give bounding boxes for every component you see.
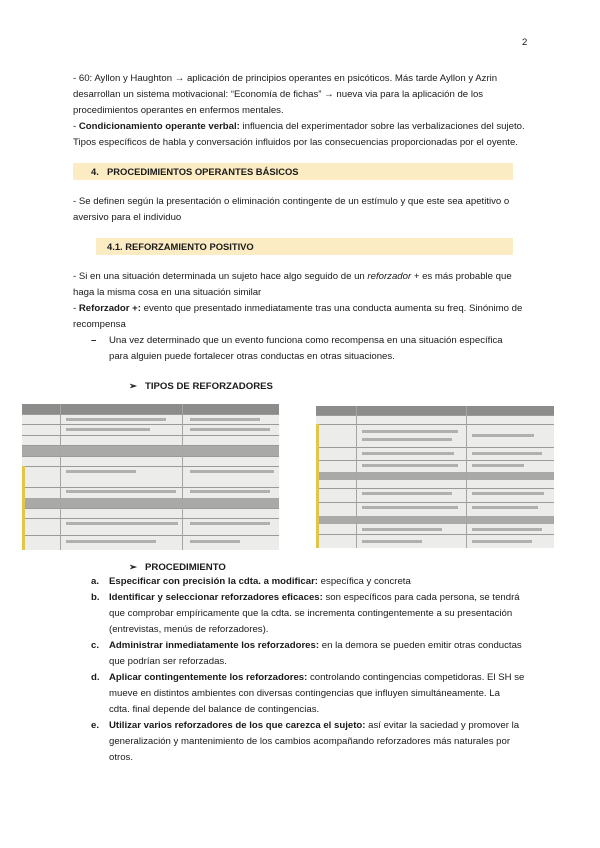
reinforcer-types-table-image-right [316, 406, 554, 548]
paragraph-line: procedimientos operantes en enfermos mentales. [73, 105, 284, 116]
step-line [109, 672, 524, 683]
step-term: Aplicar contingentemente los reforzadores: [109, 672, 308, 683]
step-term: Especificar con precisión la cdta. a modificar: [109, 576, 319, 587]
step-line: mueve en distintos ambientes con diversas contingencias que influyen simultáneamente. La [109, 688, 500, 699]
procedimiento-heading: PROCEDIMIENTO [145, 562, 226, 573]
page-number: 2 [522, 37, 528, 48]
paragraph-line: aversivo para el individuo [73, 212, 182, 223]
term-reforzador: Reforzador +: [78, 303, 141, 314]
paragraph-line: - 60: Ayllon y Haughton → aplicación de principios operantes en psicóticos. Más tarde Ayllon y Azrin [73, 73, 498, 84]
step-text: son específicos para cada persona, se tendrá [322, 592, 520, 603]
step-term: Utilizar varios reforzadores de los que carezca el sujeto: [109, 720, 366, 731]
section-title: PROCEDIMIENTOS OPERANTES BÁSICOS [107, 166, 299, 177]
tipos-heading: TIPOS DE REFORZADORES [145, 381, 273, 392]
step-text: específica y concreta [318, 576, 411, 587]
step-line: otros. [109, 752, 133, 763]
step-letter: d. [91, 672, 100, 683]
arrow-bullet-icon: ➢ [129, 381, 138, 392]
step-text: en la demora se pueden emitir otras conductas [319, 640, 522, 651]
paragraph-line: Tipos específicos de habla y conversación influidos por las consecuencias proporcionadas por el oyente. [73, 137, 518, 148]
term-definition: evento que presentado inmediatamente tras una conducta aumenta su freq. Sinónimo de [140, 303, 523, 314]
step-line [109, 592, 520, 603]
step-line [109, 720, 519, 731]
step-line: cdta. final depende del balance de contingencias. [109, 704, 320, 715]
list-dash: – [91, 335, 97, 346]
step-term: Identificar y seleccionar reforzadores eficaces: [109, 592, 323, 603]
paragraph-line [73, 271, 512, 283]
step-line: generalización y mantenimiento de los cambios acompañando reforzadores más naturales por [109, 736, 511, 747]
step-letter: b. [91, 592, 100, 603]
italic-term: reforzador [367, 271, 412, 282]
paragraph-line [73, 121, 525, 133]
dash-prefix: - [73, 303, 79, 314]
term-definition: influencia del experimentador sobre las verbalizaciones del sujeto. [239, 121, 525, 132]
step-text: controlando contingencias competidoras. El SH se [307, 672, 525, 683]
arrow-bullet-icon: ➢ [129, 562, 138, 573]
paragraph-line [73, 303, 522, 315]
paragraph-line: haga la misma cosa en una situación similar [73, 287, 262, 298]
term-condicionamiento-verbal: Condicionamiento operante verbal: [78, 121, 240, 132]
step-letter: e. [91, 720, 100, 731]
text-segment: - Si en una situación determinada un sujeto hace algo seguido de un [73, 271, 368, 282]
text-segment: + es más probable que [411, 271, 512, 282]
step-line: (entrevistas, menús de reforzadores). [109, 624, 269, 635]
paragraph-line: recompensa [73, 319, 126, 330]
dash-prefix: - [73, 121, 79, 132]
step-line: que podrían ser reforzadas. [109, 656, 227, 667]
paragraph-line: - Se definen según la presentación o eliminación contingente de un estímulo y que este sea apetitivo o [73, 196, 510, 207]
step-line: que comprobar empíricamente que la cdta. se incrementa contingentemente a su presentación [109, 608, 513, 619]
step-letter: c. [91, 640, 100, 651]
step-line [109, 640, 522, 651]
step-letter: a. [91, 576, 100, 587]
list-item-line: Una vez determinado que un evento funciona como recompensa en una situación específica [109, 335, 503, 346]
paragraph-line: desarrollan un sistema motivacional: “Economía de fichas” → nueva via para la aplicación de los [73, 89, 484, 100]
step-line [109, 576, 411, 587]
list-item-line: para alguien puede fortalecer otras conductas en otras situaciones. [109, 351, 395, 362]
step-text: así evitar la saciedad y promover la [365, 720, 520, 731]
section-number: 4. [91, 166, 99, 177]
reinforcer-types-table-image-left [22, 404, 279, 550]
step-term: Administrar inmediatamente los reforzadores: [109, 640, 320, 651]
subsection-title: 4.1. REFORZAMIENTO POSITIVO [107, 241, 254, 252]
